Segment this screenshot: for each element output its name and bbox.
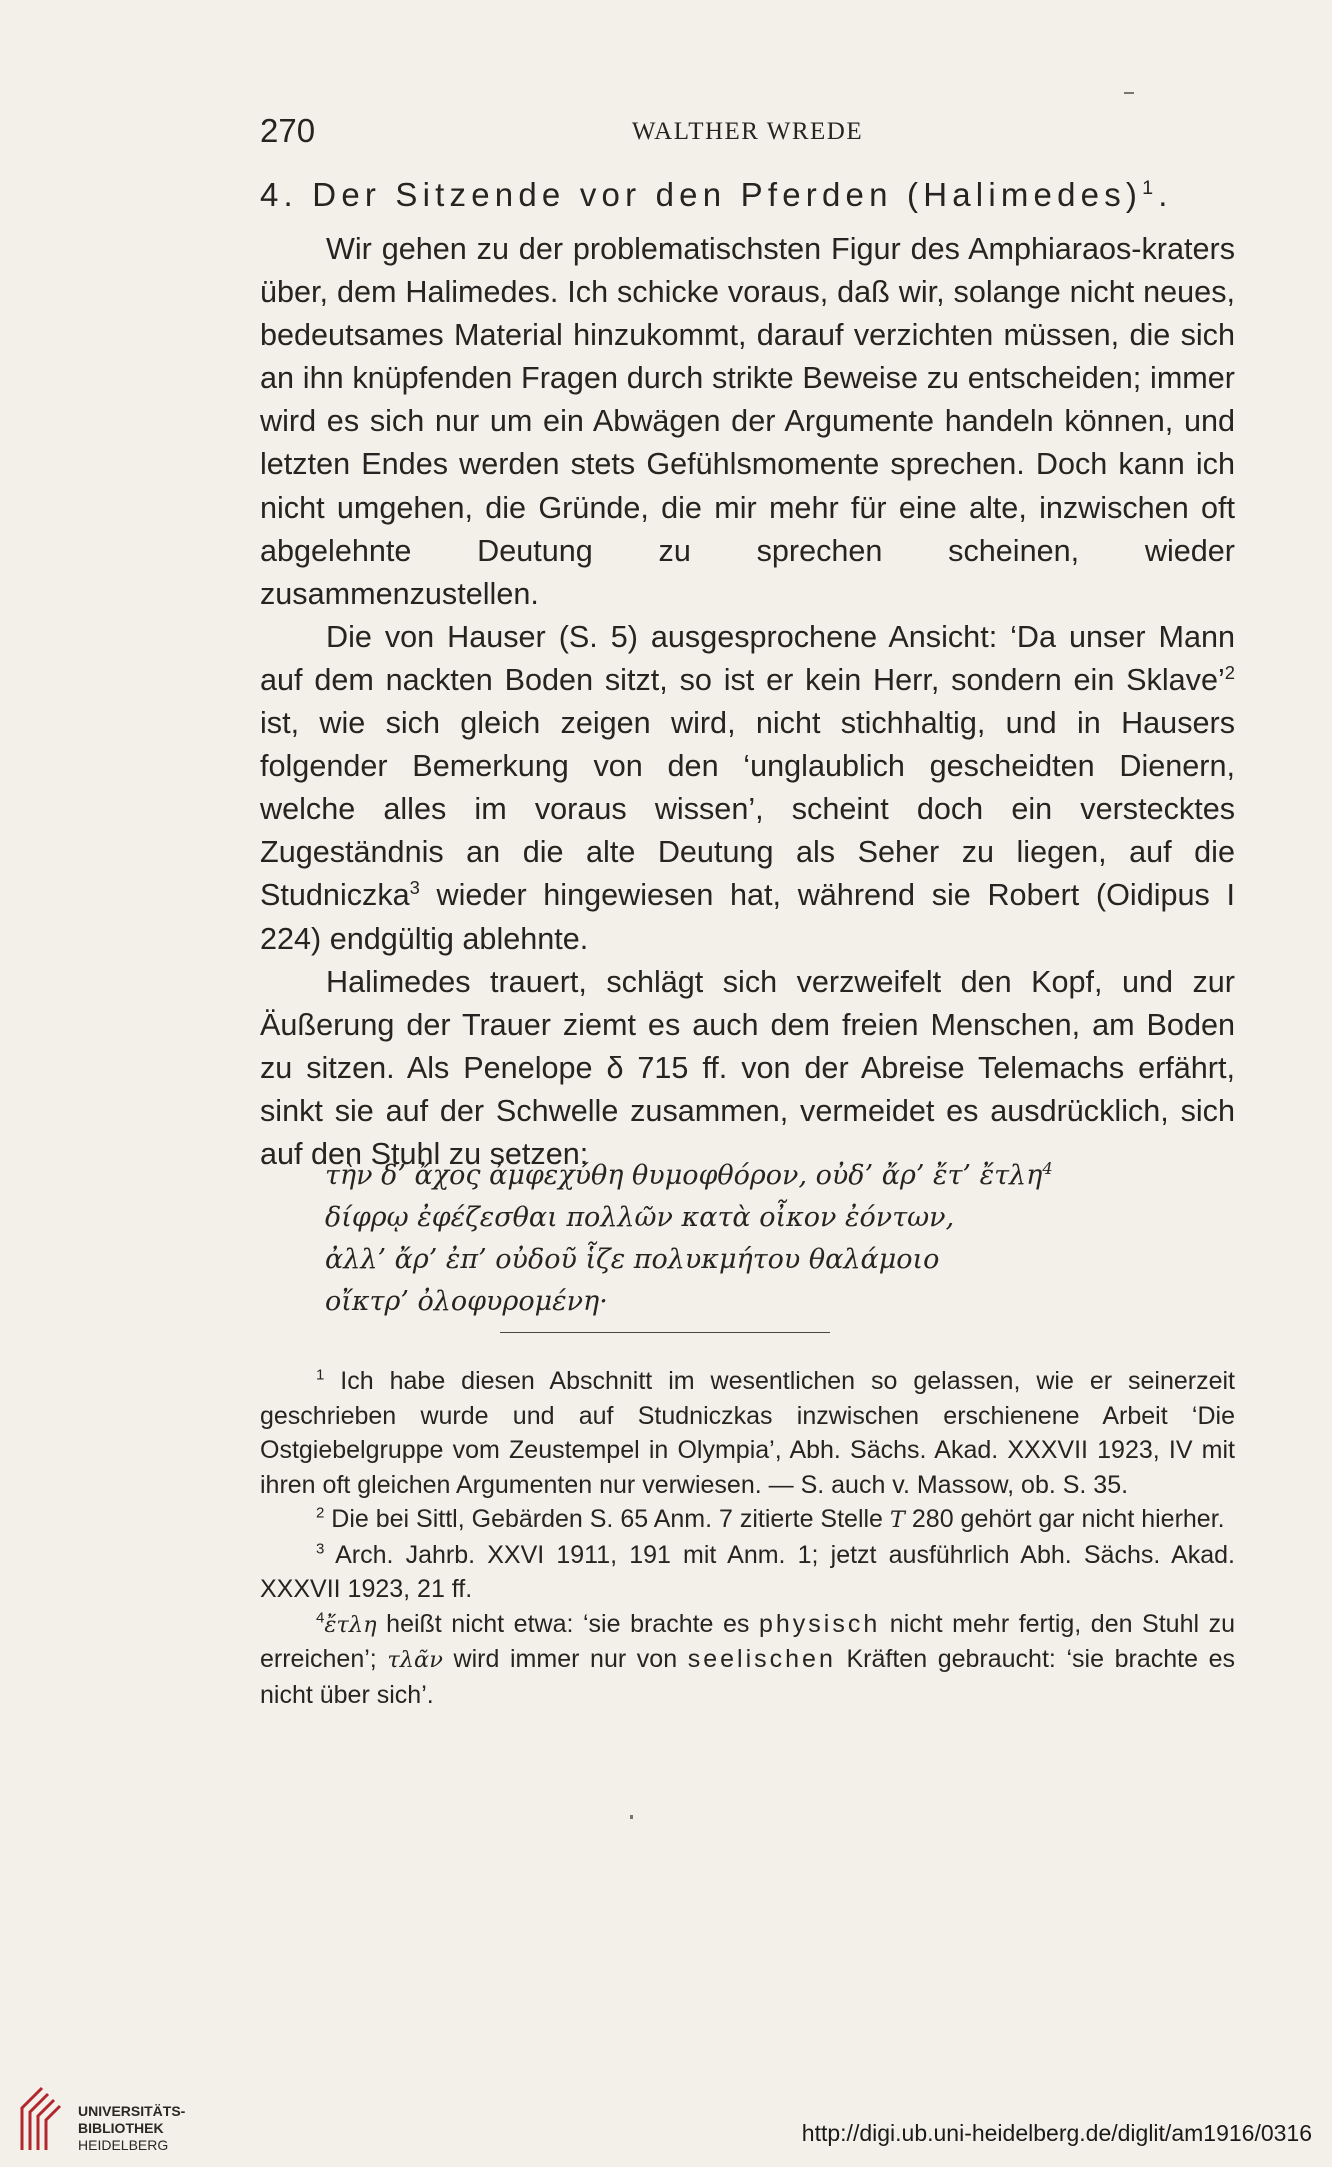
library-line-3: HEIDELBERG: [78, 2137, 169, 2153]
paragraph-2-part-b: ist, wie sich gleich zeigen wird, nicht stichhaltig, und in Hausers folgender Bemerkung von den ‘unglaublich gescheidten Dienern, welche alles im voraus wissen’, scheint doch ein verstecktes Zugeständnis an die alte Deutung als Seher zu liegen, auf die Studniczka: [260, 706, 1235, 913]
footnote-3-mark: 3: [316, 1540, 325, 1558]
footnotes: [260, 1364, 1235, 1712]
footnote-ref-4[interactable]: 4: [1042, 1159, 1053, 1178]
greek-line-4: οἴκτρ’ ὀλοφυρομένη·: [325, 1286, 608, 1317]
footnote-ref-3[interactable]: 3: [409, 877, 420, 899]
footnote-4-text-d: Kräften gebraucht: ‘sie brachte es nicht über sich’.: [260, 1645, 1235, 1709]
page-number: 270: [260, 112, 316, 149]
source-url-link[interactable]: http://digi.ub.uni-heidelberg.de/diglit/am1916/0316: [801, 2120, 1312, 2146]
footnote-2: [260, 1502, 1235, 1538]
footnote-2-mark: 2: [316, 1504, 325, 1522]
footnote-2-text-a: Die bei Sittl, Gebärden S. 65 Anm. 7 zitierte Stelle: [324, 1505, 890, 1533]
section-title-text: 4. Der Sitzende vor den Pferden (Halimedes): [260, 176, 1143, 213]
footnote-2-greek: Τ: [889, 1507, 905, 1533]
paragraph-2: [260, 616, 1235, 961]
running-head: WALTHER WREDE: [631, 118, 864, 145]
library-name: [78, 2103, 185, 2154]
section-heading: [260, 176, 1250, 214]
scan-mark: [1124, 92, 1134, 94]
greek-line-3: ἀλλ’ ἄρ’ ἐπ’ οὐδοῦ ἷζε πολυκμήτου θαλάμοιο: [325, 1244, 940, 1275]
footnote-4-greek-1: ἔτλη: [324, 1611, 377, 1638]
footnote-2-text-b: 280 gehört gar nicht hierher.: [904, 1505, 1225, 1533]
footnote-ref-2[interactable]: 2: [1224, 661, 1235, 683]
footnote-1-text: Ich habe diesen Abschnitt im wesentlichen so gelassen, wie er seinerzeit geschrieben wurde und auf Studniczkas inzwischen erschienene Arbeit ‘Die Ostgiebelgruppe vom Zeustempel in Olympia’, Abh. Sächs. Akad. XXXVII 1923, IV mit ihren oft gleichen Argumenten nur verwiesen. — S. auch v. Massow, ob. S. 35.: [260, 1367, 1235, 1499]
body-text: [260, 228, 1235, 1176]
greek-line-1: [325, 1155, 1225, 1197]
library-line-2: BIBLIOTHEK: [78, 2120, 164, 2136]
footnote-4-text-c: wird immer nur von: [442, 1645, 688, 1673]
library-logo-icon: [18, 2080, 64, 2152]
footnote-4-text-b: nicht mehr fertig, den Stuhl zu erreichen’;: [260, 1609, 1236, 1673]
footnote-4-text-a: heißt nicht etwa: ‘sie brachte es: [376, 1609, 759, 1638]
section-title-period: .: [1158, 176, 1173, 213]
paragraph-1: Wir gehen zu der problematischsten Figur des Amphiaraos-kraters über, dem Halimedes. Ich schicke voraus, daß wir, solange nicht neues, bedeutsames Material hinzukommt, darauf verzichten müssen, die sich an ihn knüpfenden Fragen durch strikte Beweise zu entscheiden; immer wird es sich nur um ein Abwägen der Argumente handeln können, und letzten Endes werden stets Gefühlsmomente sprechen. Doch kann ich nicht umgehen, die Gründe, die mir mehr für eine alte, inzwischen oft abgelehnte Deutung zu sprechen scheinen, wieder zusammenzustellen.: [260, 232, 1235, 611]
page-header: [260, 112, 1235, 162]
footnote-1-mark: 1: [316, 1366, 325, 1384]
footnote-3: [260, 1538, 1235, 1607]
footnote-4-spaced-1: physisch: [758, 1609, 881, 1638]
footnote-ref-1[interactable]: 1: [1142, 177, 1159, 199]
library-line-1: UNIVERSITÄTS-: [78, 2103, 186, 2119]
paragraph-3: Halimedes trauert, schlägt sich verzweifelt den Kopf, und zur Äußerung der Trauer ziemt es auch dem freien Menschen, am Boden zu sitzen. Als Penelope δ 715 ff. von der Abreise Telemachs erfährt, sinkt sie auf der Schwelle zusammen, vermeidet es ausdrücklich, sich auf den Stuhl zu setzen:: [260, 964, 1235, 1171]
paragraph-2-part-a: Die von Hauser (S. 5) ausgesprochene Ansicht: ‘Da unser Mann auf dem nackten Boden sitzt, so ist er kein Herr, sondern ein Sklave’: [260, 619, 1235, 697]
paper-speck: [630, 1815, 633, 1819]
paragraph-2-part-c: wieder hingewiesen hat, während sie Robert (Oidipus I 224) endgültig ablehnte.: [260, 878, 1235, 956]
greek-line-2: δίφρῳ ἐφέζεσθαι πολλῶν κατὰ οἶκον ἐόντων,: [325, 1202, 955, 1233]
footnote-1: [260, 1364, 1235, 1502]
footnote-4-mark: 4: [316, 1609, 325, 1627]
footnote-divider: [500, 1332, 830, 1333]
footnote-4-spaced-2: seelischen: [687, 1645, 836, 1673]
greek-quotation: [325, 1155, 1225, 1323]
footnote-3-text: Arch. Jahrb. XXVI 1911, 191 mit Anm. 1; jetzt ausführlich Abh. Sächs. Akad. XXXVII 1923, 21 ff.: [260, 1540, 1235, 1603]
footnote-4-greek-2: τλᾶν: [387, 1647, 443, 1673]
greek-line-1-text: τὴν δ’ ἄχος ἀμφεχύθη θυμοφθόρον, οὐδ’ ἄρ’ ἔτ’ ἔτλη: [325, 1160, 1043, 1191]
footnote-4: [260, 1607, 1235, 1713]
